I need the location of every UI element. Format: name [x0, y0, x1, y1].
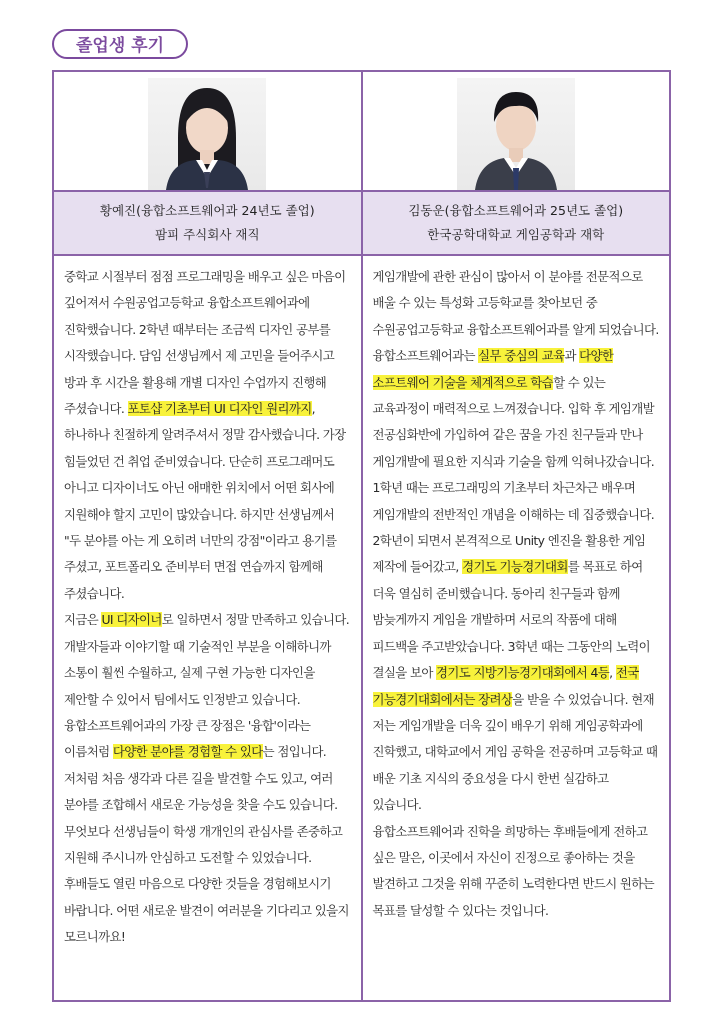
text-run: 과 [564, 348, 580, 364]
graduate-photo-left [148, 78, 266, 190]
text-run: 지금은 [64, 612, 102, 628]
highlighted-phrase: UI 디자이너 [101, 612, 162, 628]
text-run: 1학년 때는 프로그래밍의 기초부터 차근차근 배우며 게임개발의 전반적인 개념을 이해하는 데 집중했습니다. 2학년이 되면서 본격적으로 Unity 엔진을 활용한 게임 제작에 들어갔고, [372, 480, 655, 575]
paragraph [373, 264, 660, 475]
testimonial-text-left [54, 256, 361, 1000]
graduate-status-right: 한국공학대학교 게임공학과 재학 [427, 227, 605, 242]
paragraph [373, 475, 660, 818]
graduate-name-right: 김동운(융합소프트웨어과 25년도 졸업) [408, 203, 624, 218]
paragraph [64, 607, 351, 713]
highlighted-phrase: 경기도 지방기능경기대회에서 4등 [436, 665, 610, 681]
graduate-caption-right [363, 190, 670, 256]
graduate-status-left: 팜피 주식회사 재직 [154, 227, 260, 242]
highlighted-phrase: 다양한 소프트웨어 기술을 체계적으로 학습 [372, 348, 614, 390]
paragraph [64, 264, 351, 607]
text-run: 융합소프트웨어과 진학을 희망하는 후배들에게 전하고 싶은 말은, 이곳에서 자신이 진정으로 좋아하는 것을 발견하고 그것을 위해 꾸준히 노력한다면 반드시 원하는 목표를 달성할 수 있다는 것입니다. [372, 823, 655, 918]
highlighted-phrase: 경기도 기능경기대회 [462, 559, 568, 575]
text-run: 중학교 시절부터 점점 프로그래밍을 배우고 싶은 마음이 깊어져서 수원공업고등학교 융합소프트웨어과에 진학했습니다. 2학년 때부터는 조금씩 디자인 공부를 시작했습니다. 담임 선생님께서 제 고민을 들어주시고 방과 후 시간을 활용해 개별 디자인 수업까지 진행해 주셨습니다. [64, 269, 346, 417]
highlighted-phrase: 다양한 분야를 경험할 수 있다 [112, 744, 263, 760]
text-run: , [609, 665, 616, 681]
section-title-badge: 졸업생 후기 [52, 29, 188, 59]
text-run: 게임개발에 관한 관심이 많아서 이 분야를 전문적으로 배울 수 있는 특성화 고등학교를 찾아보던 중 수원공업고등학교 융합소프트웨어과를 알게 되었습니다. 융합소프트웨어과는 [372, 269, 659, 364]
paragraph [373, 819, 660, 925]
testimonial-right [361, 72, 670, 1000]
graduate-name-left: 황예진(융합소프트웨어과 24년도 졸업) [99, 203, 315, 218]
text-run: 융합소프트웨어과의 가장 큰 장점은 '융합'이라는 이름처럼 [64, 717, 311, 760]
text-run: 을 받을 수 있었습니다. 현재 저는 게임개발을 더욱 깊이 배우기 위해 게임공학과에 진학했고, 대학교에서 게임 공학을 전공하며 고등학교 때 배운 기초 지식의 중요성을 다시 한번 실감하고 있습니다. [372, 691, 658, 813]
text-run: 를 목표로 하여 더욱 열심히 준비했습니다. 동아리 친구들과 함께 밤늦게까지 게임을 개발하며 서로의 작품에 대해 피드백을 주고받았습니다. 3학년 때는 그동안의 노력이 결실을 보아 [372, 559, 650, 681]
testimonial-left [54, 72, 361, 1000]
text-run: 할 수 있는 교육과정이 매력적으로 느껴졌습니다. 입학 후 게임개발 전공심화반에 가입하여 같은 꿈을 가진 친구들과 만나 게임개발에 필요한 지식과 기술을 함께 익혀나갔습니다. [372, 374, 655, 469]
text-run: 로 일하면서 정말 만족하고 있습니다. 개발자들과 이야기할 때 기술적인 부분을 이해하니까 소통이 훨씬 수월하고, 실제 구현 가능한 디자인을 제안할 수 있어서 팀에서도 인정받고 있습니다. [64, 612, 350, 707]
graduate-photo-right [457, 78, 575, 190]
testimonial-text-right [363, 256, 670, 1000]
testimonial-grid [52, 70, 671, 1002]
highlighted-phrase: 전국 기능경기대회에서는 장려상 [372, 665, 639, 707]
highlighted-phrase: 포토샵 기초부터 UI 디자인 원리까지 [127, 401, 312, 417]
graduate-caption-left [54, 190, 361, 256]
highlighted-phrase: 실무 중심의 교육 [478, 348, 565, 364]
paragraph [64, 713, 351, 951]
text-run: , 하나하나 친절하게 알려주셔서 정말 감사했습니다. 가장 힘들었던 건 취업 준비였습니다. 단순히 프로그래머도 아니고 디자이너도 아닌 애매한 위치에서 어떤 회사에 지원해야 할지 고민이 많았습니다. 하지만 선생님께서 "두 분야를 아는 게 오히려 너만의 강점"이라고 용기를 주셨고, 포트폴리오 준비부터 면접 연습까지 함께해 주셨습니다. [64, 401, 346, 601]
text-run: 는 점입니다. 저처럼 처음 생각과 다른 길을 발견할 수도 있고, 여러 분야를 조합해서 새로운 가능성을 찾을 수도 있습니다. 무엇보다 선생님들이 학생 개개인의 관심사를 존중하고 지원해 주시니까 안심하고 도전할 수 있었습니다. 후배들도 열린 마음으로 다양한 것들을 경험해보시기 바랍니다. 어떤 새로운 발견이 여러분을 기다리고 있을지 모르니까요! [64, 744, 349, 945]
